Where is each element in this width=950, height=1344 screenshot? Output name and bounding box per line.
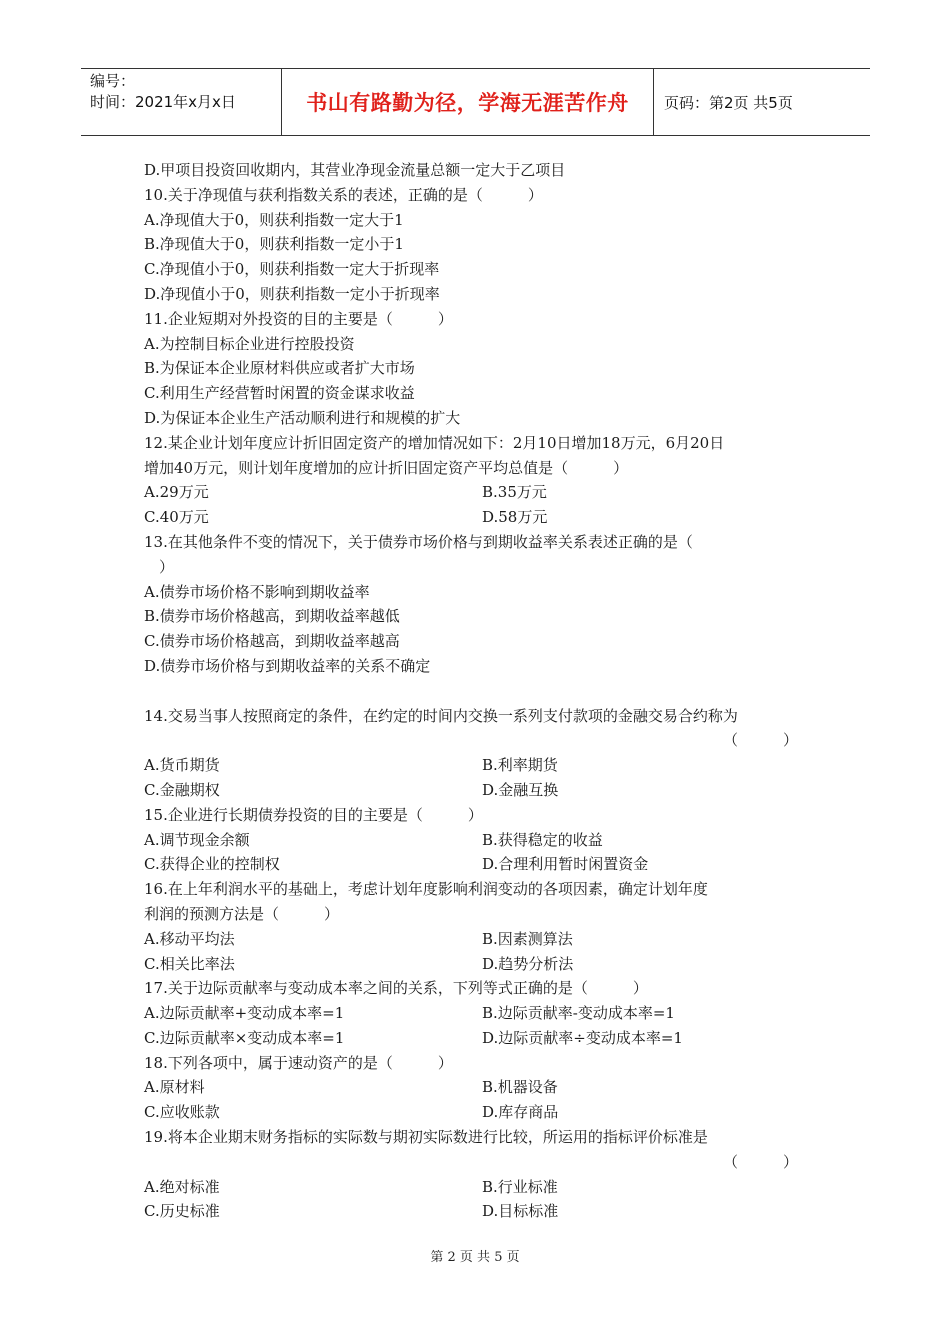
question-12: 12.某企业计划年度应计折旧固定资产的增加情况如下：2月10日增加18万元，6月20日 [144, 433, 725, 452]
answer-paren: （ ） [722, 731, 798, 750]
option-c: C.获得企业的控制权 [144, 855, 280, 874]
option-c: C.应收账款 [144, 1103, 220, 1122]
page-footer: 第 2 页 共 5 页 [430, 1250, 520, 1265]
option-line: D.甲项目投资回收期内，其营业净现金流量总额一定大于乙项目 [144, 161, 566, 179]
option-d: D.库存商品 [482, 1103, 559, 1122]
question-13: 13.在其他条件不变的情况下，关于债券市场价格与到期收益率关系表述正确的是（ [144, 532, 693, 551]
option-line: C.净现值小于0，则获利指数一定大于折现率 [144, 260, 440, 279]
option-b: B.行业标准 [482, 1177, 558, 1196]
option-line: B.为保证本企业原材料供应或者扩大市场 [144, 359, 415, 378]
header-meta [81, 69, 282, 135]
option-line: A.债券市场价格不影响到期收益率 [144, 582, 370, 601]
option-line: D.债券市场价格与到期收益率的关系不确定 [144, 656, 431, 675]
document-body [144, 158, 812, 1224]
option-a: A.绝对标准 [144, 1177, 220, 1196]
option-d: D.目标标准 [482, 1202, 559, 1221]
option-c: C.相关比率法 [144, 954, 235, 973]
header-motto: 书山有路勤为径，学海无涯苦作舟 [282, 69, 654, 135]
option-b: B.获得稳定的收益 [482, 830, 603, 849]
option-line: A.为控制目标企业进行控股投资 [144, 334, 355, 353]
question-16: 16.在上年利润水平的基础上，考虑计划年度影响利润变动的各项因素，确定计划年度 [144, 880, 708, 899]
question-10: 10.关于净现值与获利指数关系的表述，正确的是（ ） [144, 185, 543, 204]
option-c: C.历史标准 [144, 1202, 220, 1221]
option-line: B.净现值大于0，则获利指数一定小于1 [144, 235, 404, 254]
header-date-label: 时间：2021年x月x日 [90, 93, 236, 111]
option-row [144, 505, 812, 530]
option-a: A.原材料 [144, 1078, 205, 1097]
option-line: C.债券市场价格越高，到期收益率越高 [144, 632, 400, 651]
question-14: 14.交易当事人按照商定的条件，在约定的时间内交换一系列支付款项的金融交易合约称为 [144, 706, 738, 725]
option-b: B.机器设备 [482, 1078, 558, 1097]
option-c: C.40万元 [144, 508, 209, 527]
spacer [144, 679, 812, 704]
option-a: A.29万元 [144, 483, 209, 502]
option-d: D.边际贡献率÷变动成本率=1 [482, 1028, 683, 1047]
header-code-label: 编号： [90, 72, 136, 90]
option-a: A.移动平均法 [144, 929, 235, 948]
option-row [144, 1026, 812, 1051]
question-11: 11.企业短期对外投资的目的主要是（ ） [144, 309, 453, 328]
option-d: D.合理利用暂时闲置资金 [482, 855, 649, 874]
option-d: D.趋势分析法 [482, 954, 574, 973]
option-a: A.边际贡献率+变动成本率=1 [144, 1004, 345, 1023]
option-row [144, 1175, 812, 1200]
question-18: 18.下列各项中，属于速动资产的是（ ） [144, 1053, 453, 1072]
option-line: D.净现值小于0，则获利指数一定小于折现率 [144, 284, 440, 303]
option-line: A.净现值大于0，则获利指数一定大于1 [144, 210, 404, 229]
question-13-cont: ） [144, 557, 175, 576]
option-row [144, 1199, 812, 1224]
option-row [144, 480, 812, 505]
option-row [144, 1001, 812, 1026]
option-row [144, 927, 812, 952]
question-12-cont: 增加40万元，则计划年度增加的应计折旧固定资产平均总值是（ ） [144, 458, 629, 477]
option-b: B.边际贡献率-变动成本率=1 [482, 1004, 675, 1023]
answer-paren: （ ） [722, 1152, 798, 1171]
option-line: D.为保证本企业生产活动顺利进行和规模的扩大 [144, 408, 461, 427]
option-b: B.35万元 [482, 483, 547, 502]
option-row [144, 1075, 812, 1100]
option-row [144, 952, 812, 977]
option-row [144, 852, 812, 877]
option-row [144, 1100, 812, 1125]
option-line: C.利用生产经营暂时闲置的资金谋求收益 [144, 384, 415, 403]
header-page-info: 页码：第2页 共5页 [664, 93, 793, 112]
option-row [144, 753, 812, 778]
option-a: A.调节现金余额 [144, 830, 250, 849]
question-17: 17.关于边际贡献率与变动成本率之间的关系，下列等式正确的是（ ） [144, 979, 648, 998]
page-header [81, 68, 870, 136]
option-b: B.因素测算法 [482, 929, 573, 948]
question-15: 15.企业进行长期债券投资的目的主要是（ ） [144, 805, 483, 824]
option-a: A.货币期货 [144, 756, 220, 775]
option-c: C.边际贡献率×变动成本率=1 [144, 1028, 345, 1047]
question-16-cont: 利润的预测方法是（ ） [144, 904, 340, 923]
question-19: 19.将本企业期末财务指标的实际数与期初实际数进行比较，所运用的指标评价标准是 [144, 1128, 708, 1147]
option-row [144, 828, 812, 853]
option-row [144, 778, 812, 803]
option-d: D.58万元 [482, 508, 548, 527]
option-d: D.金融互换 [482, 780, 559, 799]
option-line: B.债券市场价格越高，到期收益率越低 [144, 607, 400, 626]
option-c: C.金融期权 [144, 780, 220, 799]
option-b: B.利率期货 [482, 756, 558, 775]
